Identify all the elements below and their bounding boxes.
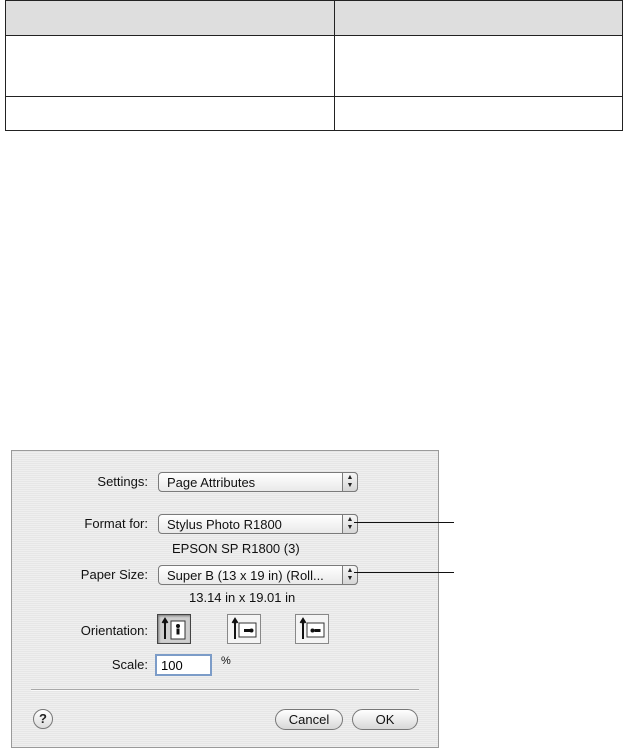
popup-arrows-icon: ▲ ▼ (342, 472, 358, 492)
table-cell (335, 97, 623, 131)
ok-button[interactable]: OK (352, 709, 418, 730)
orientation-landscape-right-button[interactable] (295, 614, 329, 644)
format-for-value: Stylus Photo R1800 (167, 517, 282, 532)
table-cell (6, 36, 335, 97)
scale-label: Scale: (111, 657, 148, 672)
popup-arrows-icon: ▲ ▼ (342, 565, 358, 585)
orientation-portrait-button[interactable] (157, 614, 191, 644)
callout-line-paper-size (354, 572, 454, 573)
table-cell (6, 97, 335, 131)
callout-line-format-for (354, 522, 454, 523)
cancel-button[interactable]: Cancel (275, 709, 343, 730)
format-for-label: Format for: (84, 516, 148, 531)
settings-popup[interactable] (158, 472, 358, 492)
format-for-popup[interactable] (158, 514, 358, 534)
table-header-cell (335, 1, 623, 36)
landscape-right-icon (298, 617, 326, 641)
paper-size-popup[interactable] (158, 565, 358, 585)
orientation-landscape-left-button[interactable] (227, 614, 261, 644)
settings-label: Settings: (97, 474, 148, 489)
portrait-icon (160, 617, 188, 641)
scale-unit: % (221, 655, 231, 667)
paper-size-value: Super B (13 x 19 in) (Roll... (167, 568, 324, 583)
paper-size-label: Paper Size: (80, 567, 148, 582)
orientation-label: Orientation: (80, 623, 148, 638)
settings-value: Page Attributes (167, 475, 256, 490)
document-table (5, 0, 623, 131)
table-header-cell (6, 1, 335, 36)
help-button[interactable]: ? (33, 709, 53, 729)
popup-arrows-icon: ▲ ▼ (342, 514, 358, 534)
paper-dimensions-text: 13.14 in x 19.01 in (189, 590, 296, 605)
scale-input[interactable] (155, 654, 212, 676)
printer-name-text: EPSON SP R1800 (3) (172, 541, 300, 556)
dialog-divider (31, 689, 419, 691)
table-cell (335, 36, 623, 97)
landscape-left-icon (230, 617, 258, 641)
